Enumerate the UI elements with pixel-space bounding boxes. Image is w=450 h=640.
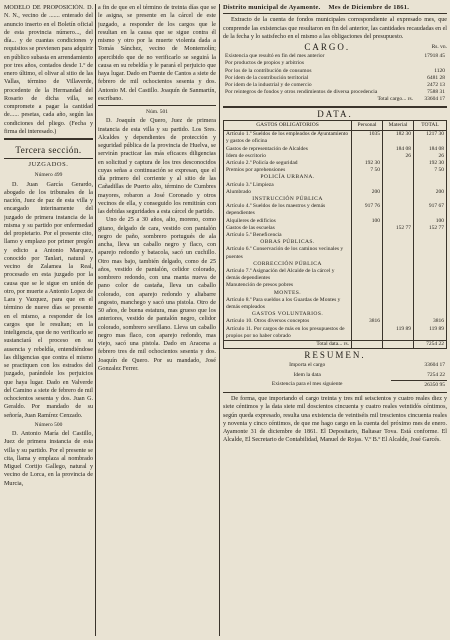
ledger-row [224, 182, 447, 189]
ledger-total: 1217 30 [414, 131, 447, 146]
ledger-personal: 3816 [352, 318, 383, 325]
ledger-material: 152 77 [383, 225, 414, 232]
ledger-personal [352, 225, 383, 232]
ledger-description: POLICÍA URBANA. [260, 174, 315, 181]
ledger-description: MONTES. [273, 289, 302, 296]
ledger-material-cell [383, 341, 414, 349]
ledger-personal [352, 182, 383, 189]
ledger-group-row [224, 239, 447, 246]
report-month: Mes de Diciembre de 1861. [328, 4, 410, 11]
ledger-personal: 192 30 [352, 160, 383, 167]
ledger-material: 26 [383, 153, 414, 160]
district-header [223, 4, 447, 14]
ledger-row [224, 218, 447, 225]
ledger-description: GASTOS VOLUNTARIOS. [251, 311, 324, 318]
ledger-row [224, 189, 447, 196]
data-title: DATA. [317, 108, 353, 119]
ledger-description: Gastos de representación de Alcaldes [226, 145, 308, 152]
ledger-personal-cell [352, 261, 383, 268]
resumen-table [223, 361, 447, 390]
ledger-total-row [224, 341, 447, 349]
resumen-title: RESUMEN. [304, 350, 366, 361]
ledger-personal [352, 297, 383, 311]
ledger-material-cell [383, 239, 414, 246]
ledger-total [414, 297, 447, 311]
ledger-description: Alumbrado [226, 188, 252, 195]
ledger-row [224, 268, 447, 282]
ledger-personal [352, 246, 383, 260]
ledger-material-cell [383, 196, 414, 203]
ledger-personal-cell [352, 196, 383, 203]
ledger-description: Artículo 7.º Asignación del Alcaide de la cárcel y demás dependientes [226, 267, 335, 282]
cargo-value: 2472 13 [427, 82, 445, 89]
cargo-total-label: Total cargo... rs. [377, 96, 413, 103]
ledger-personal-cell [352, 311, 383, 318]
ledger-description: Idem de escritorio [226, 152, 267, 159]
ledger-material [383, 218, 414, 225]
cargo-label: Por idem de la industrial y de comercio [225, 82, 312, 89]
ledger-total [414, 232, 447, 239]
divider [4, 158, 93, 159]
ledger-header: Material [383, 120, 414, 130]
column-rule [219, 4, 220, 636]
cargo-label: Por los de la contribución de consumos [225, 67, 312, 74]
ledger-row [224, 160, 447, 167]
ledger-description: Artículo 10. Otros diversos conceptos [226, 318, 310, 325]
ledger-personal [352, 232, 383, 239]
ledger-total: 917 67 [414, 203, 447, 217]
notice-text: a fin de que en el término de treinta días que se le asigna, se presente en la cárcel de este juzgado, a responder de los cargos que le resultan en la causa que se sigue contra él mismo y otro por la muerte violenta dada a Tomás Sánchez, vecino de Montemolín; apercibido que de no verificarlo se seguirá la causa en su rebeldía y le parará el perjuicio que haya lugar. Dado en Fuente de Cantos a siete de febrero de mil ochocientos sesenta y dos. Antonio M. del Castillo. Joaquín de Sanmartín, escribano. [98, 5, 216, 102]
resumen-value: 7254 22 [427, 371, 445, 378]
ledger-row [224, 225, 447, 232]
ledger-row [224, 232, 447, 239]
double-rule [4, 138, 93, 140]
ledger-description: Premios por aprehensiones [226, 167, 286, 174]
cargo-title [223, 43, 447, 51]
ledger-description: Artículo 4.º Sueldos de los maestros y demás dependientes [226, 203, 326, 217]
ledger-total [414, 268, 447, 282]
ledger-total-cell [414, 261, 447, 268]
ledger-total [414, 246, 447, 260]
ledger-description: Gastos de las escuelas [226, 224, 275, 231]
ledger-description: Artículo 8.º Para sueldos a los Guardas de Montes y demás empleados [226, 296, 341, 310]
ledger-material [383, 232, 414, 239]
cargo-table [223, 53, 447, 103]
ledger-row [224, 131, 447, 146]
ledger-total-label: Total data... rs. [224, 341, 352, 349]
ledger-material [383, 203, 414, 217]
resumen-existence-value: 26350 95 [391, 380, 447, 390]
ledger-row [224, 282, 447, 289]
suspect-descriptions: Uno de 25 a 30 años, alto, moreno, como gitano, delgado de cara, vestido con pantalón negro de paño, sombrero portugués de ala ancha, lleva un caballo negro y flaco, con aparejo redondo y batacola, sacó un cuchillo. Otro mas bajo, también delgado, como de 25 años, vestido de pantalón, celidor colorado, sombrero redondo, con una manta nueva de pano color de castaña, lleva un caballo colorado, con aparejo redondo y aliabarre angosto, manchego y sacó una pistola. Otro de 50 años, de buena estatura, mas grueso que los anteriores, vestido de pantalón negro, celidor colorado, sombrero sevillano. Lleva un caballo negro mas flaco, con aparejo redondo, mas viejo, sacó una pistola. Dado en Aracena a febrero tres de mil ochocientos sesenta y dos. Joaquín de Quero. Por su mandado, José Gonzalez Ferrer. [98, 217, 216, 372]
ledger-personal-cell [352, 239, 383, 246]
ledger-personal [352, 153, 383, 160]
notice-text: D. Antonio María del Castillo, Juez de primera instancia de esta villa y su partido. Por el presente se cita, llama y emplaza al nombrado Miguel Cortijo Gallego, natural y vecino de Lorca, en la provincia de Murcia, [4, 431, 93, 487]
notice-number: Número 499 [34, 172, 63, 179]
ledger-personal [352, 282, 383, 289]
ledger-description: Artículo 11. Por cargos de más en los presupuestos de propios por no haber cobrado [226, 325, 345, 339]
ledger-total-cell [414, 174, 447, 181]
cargo-value: 17918 45 [424, 53, 445, 60]
ledger-personal [352, 326, 383, 341]
cargo-total-value: 33604 17 [424, 96, 445, 103]
divider [223, 392, 447, 393]
ledger-personal: 1035 [352, 131, 383, 146]
ledger-row [224, 153, 447, 160]
ledger-total: 200 [414, 189, 447, 196]
cargo-row [223, 68, 447, 75]
column-rule [95, 4, 96, 636]
column-3 [223, 4, 447, 636]
ledger-total-cell [414, 239, 447, 246]
cargo-row [223, 75, 447, 82]
ledger-material [383, 282, 414, 289]
ledger-material [383, 246, 414, 260]
ledger-total: 7 50 [414, 167, 447, 174]
notice-text: D. Joaquín de Quero, Juez de primera instancia de esta villa y su partido. Los Sres. Alcaldes y dependientes de protección y seguridad pública de la provincia de Huelva, se servirán practicar las más eficaces diligencias en solicitud y captura de los tres desconocidos cuyas señas a continuación se expresan, que el día primero del corriente y al sitio de las Cañadillas de Puerto alto, término de Cumbres mayores, robaron a José Coronado y otros vecinos de ella, y conseguido los remitirán con las debidas seguridades a esta cárcel de partido. [98, 118, 216, 215]
ledger-material [383, 167, 414, 174]
ledger-total: 184 08 [414, 146, 447, 153]
ledger-row [224, 203, 447, 217]
ledger-total: 100 [414, 218, 447, 225]
ledger-personal: 7 50 [352, 167, 383, 174]
cargo-row [223, 89, 447, 96]
cargo-row [223, 53, 447, 60]
column-2 [98, 4, 216, 636]
cargo-label: Por productos de propios y arbitrios [225, 60, 304, 67]
ledger-material: 182 30 [383, 131, 414, 146]
ledger-header: Personal [352, 120, 383, 130]
resumen-label: Importa el cargo [289, 362, 326, 369]
resumen-row [223, 371, 447, 381]
ledger-personal: 200 [352, 189, 383, 196]
section-title: Tercera sección. [15, 145, 82, 155]
resumen-row [223, 361, 447, 370]
ledger-description: Artículo 2.º Policía de seguridad [226, 159, 298, 166]
divider [98, 105, 216, 106]
ledger-material [383, 182, 414, 189]
ledger-description: OBRAS PÚBLICAS. [260, 239, 315, 246]
notice-number: Núm. 501 [146, 109, 168, 115]
ledger-description: Artículo 5.º Beneficencia [226, 231, 282, 238]
currency-label: Rs. vn. [431, 44, 447, 50]
ledger-personal: 100 [352, 218, 383, 225]
ledger-total-cell [414, 311, 447, 318]
district-name: Distrito municipal de Ayamonte. [223, 4, 321, 11]
ledger-personal [352, 146, 383, 153]
ledger-personal-cell [352, 341, 383, 349]
resumen-existence-label: Existencia para el mes siguiente [271, 381, 343, 388]
ledger-group-row [224, 261, 447, 268]
ledger-total: 152 77 [414, 225, 447, 232]
ledger-description: Artículo 6.º Conservación de los caminos vecinales y puentes [226, 246, 344, 260]
ledger-header: GASTOS OBLIGATORIOS [224, 120, 352, 130]
ledger-total: 3816 [414, 318, 447, 325]
ledger-row [224, 326, 447, 341]
ledger-material-cell [383, 261, 414, 268]
ledger-description: Manutención de presos pobres [226, 282, 294, 289]
closing-statement: De forma, que importando el cargo treinta y tres mil seiscientos y cuatro reales diez y siete céntimos y la data siete mil doscientos cincuenta y cuatro reales veintidós céntimos, según queda expresado, resulta una existencia de veintiséis mil trescientos cincuenta reales y noventa y cinco céntimos, de que me hago cargo en la cuenta del próximo mes de enero. Ayamonte 31 de diciembre de 1861. El Depositario, Baltasar Tova. Está conforme. El Alcalde, El Secretario de Contabilidad, Manuel de Rojas. V.º B.º El Alcalde, José Garcés. [223, 396, 447, 444]
notice-number: Número 500 [34, 421, 63, 428]
ledger-description: Artículo 1.º Sueldos de los empleados de Ayuntamiento y gastos de oficina [226, 131, 349, 145]
ledger-total-cell [414, 290, 447, 297]
ledger-material [383, 297, 414, 311]
ledger-row [224, 146, 447, 153]
ledger-material: 119 89 [383, 326, 414, 341]
ledger-group-row [224, 174, 447, 181]
cargo-total-row [223, 96, 447, 103]
ledger-row [224, 246, 447, 260]
cargo-value: 7588 31 [427, 89, 445, 96]
resumen-value: 33604 17 [424, 362, 445, 369]
column-1 [4, 4, 93, 636]
ledger-material-cell [383, 174, 414, 181]
ledger-description: Alquileres de edificios [226, 217, 276, 224]
ledger-material-cell [383, 290, 414, 297]
ledger-personal-cell [352, 174, 383, 181]
ledger-personal-cell [352, 290, 383, 297]
cargo-value [415, 60, 447, 67]
ledger-description: Artículo 3.º Limpieza [226, 181, 274, 188]
account-intro: Extracto de la cuenta de fondos municipales correspondiente al expresado mes, que comprende las existencias que resultaron en fin del anterior, las cantidades recaudadas en el de la fecha y lo satisfecho en el mismo a las obligaciones del presupuesto. [223, 17, 447, 40]
courts-title: JUZGADOS. [28, 161, 69, 168]
cargo-label: Por idem de la contribución territorial [225, 74, 309, 81]
ledger-total-cell [414, 196, 447, 203]
ledger-group-row [224, 311, 447, 318]
ledger-group-row [224, 196, 447, 203]
ledger-personal [352, 268, 383, 282]
ledger-description: CORRECCIÓN PÚBLICA [253, 260, 322, 267]
double-rule [223, 106, 447, 108]
ledger-total: 26 [414, 153, 447, 160]
ledger-group-row [224, 290, 447, 297]
cargo-row [223, 60, 447, 67]
ledger-material [383, 268, 414, 282]
ledger-material: 184 08 [383, 146, 414, 153]
ledger-total [414, 282, 447, 289]
cargo-label: Existencia que resultó en fin del mes anterior [225, 53, 325, 60]
resumen-existence-row [223, 380, 447, 390]
ledger-material [383, 160, 414, 167]
ledger-material-cell [383, 311, 414, 318]
ledger-description: INSTRUCCIÓN PÚBLICA [252, 195, 323, 202]
ledger-row [224, 318, 447, 325]
cargo-value: 1120 [434, 67, 445, 74]
ledger-row [224, 167, 447, 174]
notice-text: D. Juan García Gerardo, abogado de los tribunales de la nación, Juez de paz de esta villa y encargado interinamente del juzgado de primera instancia de la misma y su partido por enfermedad del propietario. Por el presente cito, llamo y emplazo por primer pregón y edicto a Antonio Marquez, conocido por Tanlari, natural y vecino de Zalamea la Real, procesado en esta juzgado por la causa que se le sigue en unión de otro, por muerte a Antonio Lopez de Lara y Vazquez, para que en el término de nueve días se presente en el mismo, a responder de los cargos que le resultan; en la inteligencia, que de no verificarlo se sustanciará el proceso en su ausencia y rebeldía, entendiéndose las diligencias que contra el mismo se practiquen con los estrados del juzgado, parándole los perjuicios que haya lugar. Dado en Valverde del Camino a siete de febrero de mil ochocientos sesenta y dos. Juan G. Geraldo. Por mandado de su señoría, Juan Ramírez Cenzado. [4, 181, 93, 419]
cargo-title-text: CARGO. [304, 42, 351, 52]
ledger-personal: 917 76 [352, 203, 383, 217]
ledger-material [383, 318, 414, 325]
ledger-material [383, 189, 414, 196]
ledger-total: 119 89 [414, 326, 447, 341]
cargo-label: Por reintegros de fondos y otros rendimientos de diversa procedencia [225, 89, 378, 96]
ledger-header: TOTAL [414, 120, 447, 130]
ledger-total: 192 30 [414, 160, 447, 167]
cargo-value: 6481 28 [427, 74, 445, 81]
ledger-total [414, 182, 447, 189]
proposal-model: MODELO DE PROPOSICIÓN. D. N. N., vecino de ....... enterado del anuncio inserto en el Boletín oficial de esta provincia número..., del día... y de cuantas condiciones y requisitos se previenen para adquirir en público subasta en arrendamiento por tres años, contados desde 1.º de enero último, el olivar al sitio de las Vallas, término de Villaverde, procedente de la Hermandad del Rosario de dicha villa, se compromete a pagar la cantidad de...... pesetas, cada año, según las condiciones del pliego. (Fecha y firma del interesado.) [4, 5, 93, 135]
ledger-row [224, 297, 447, 311]
resumen-label: Idem la data [293, 371, 321, 378]
expense-ledger [223, 120, 447, 349]
ledger-total-value: 7254 22 [414, 341, 447, 349]
